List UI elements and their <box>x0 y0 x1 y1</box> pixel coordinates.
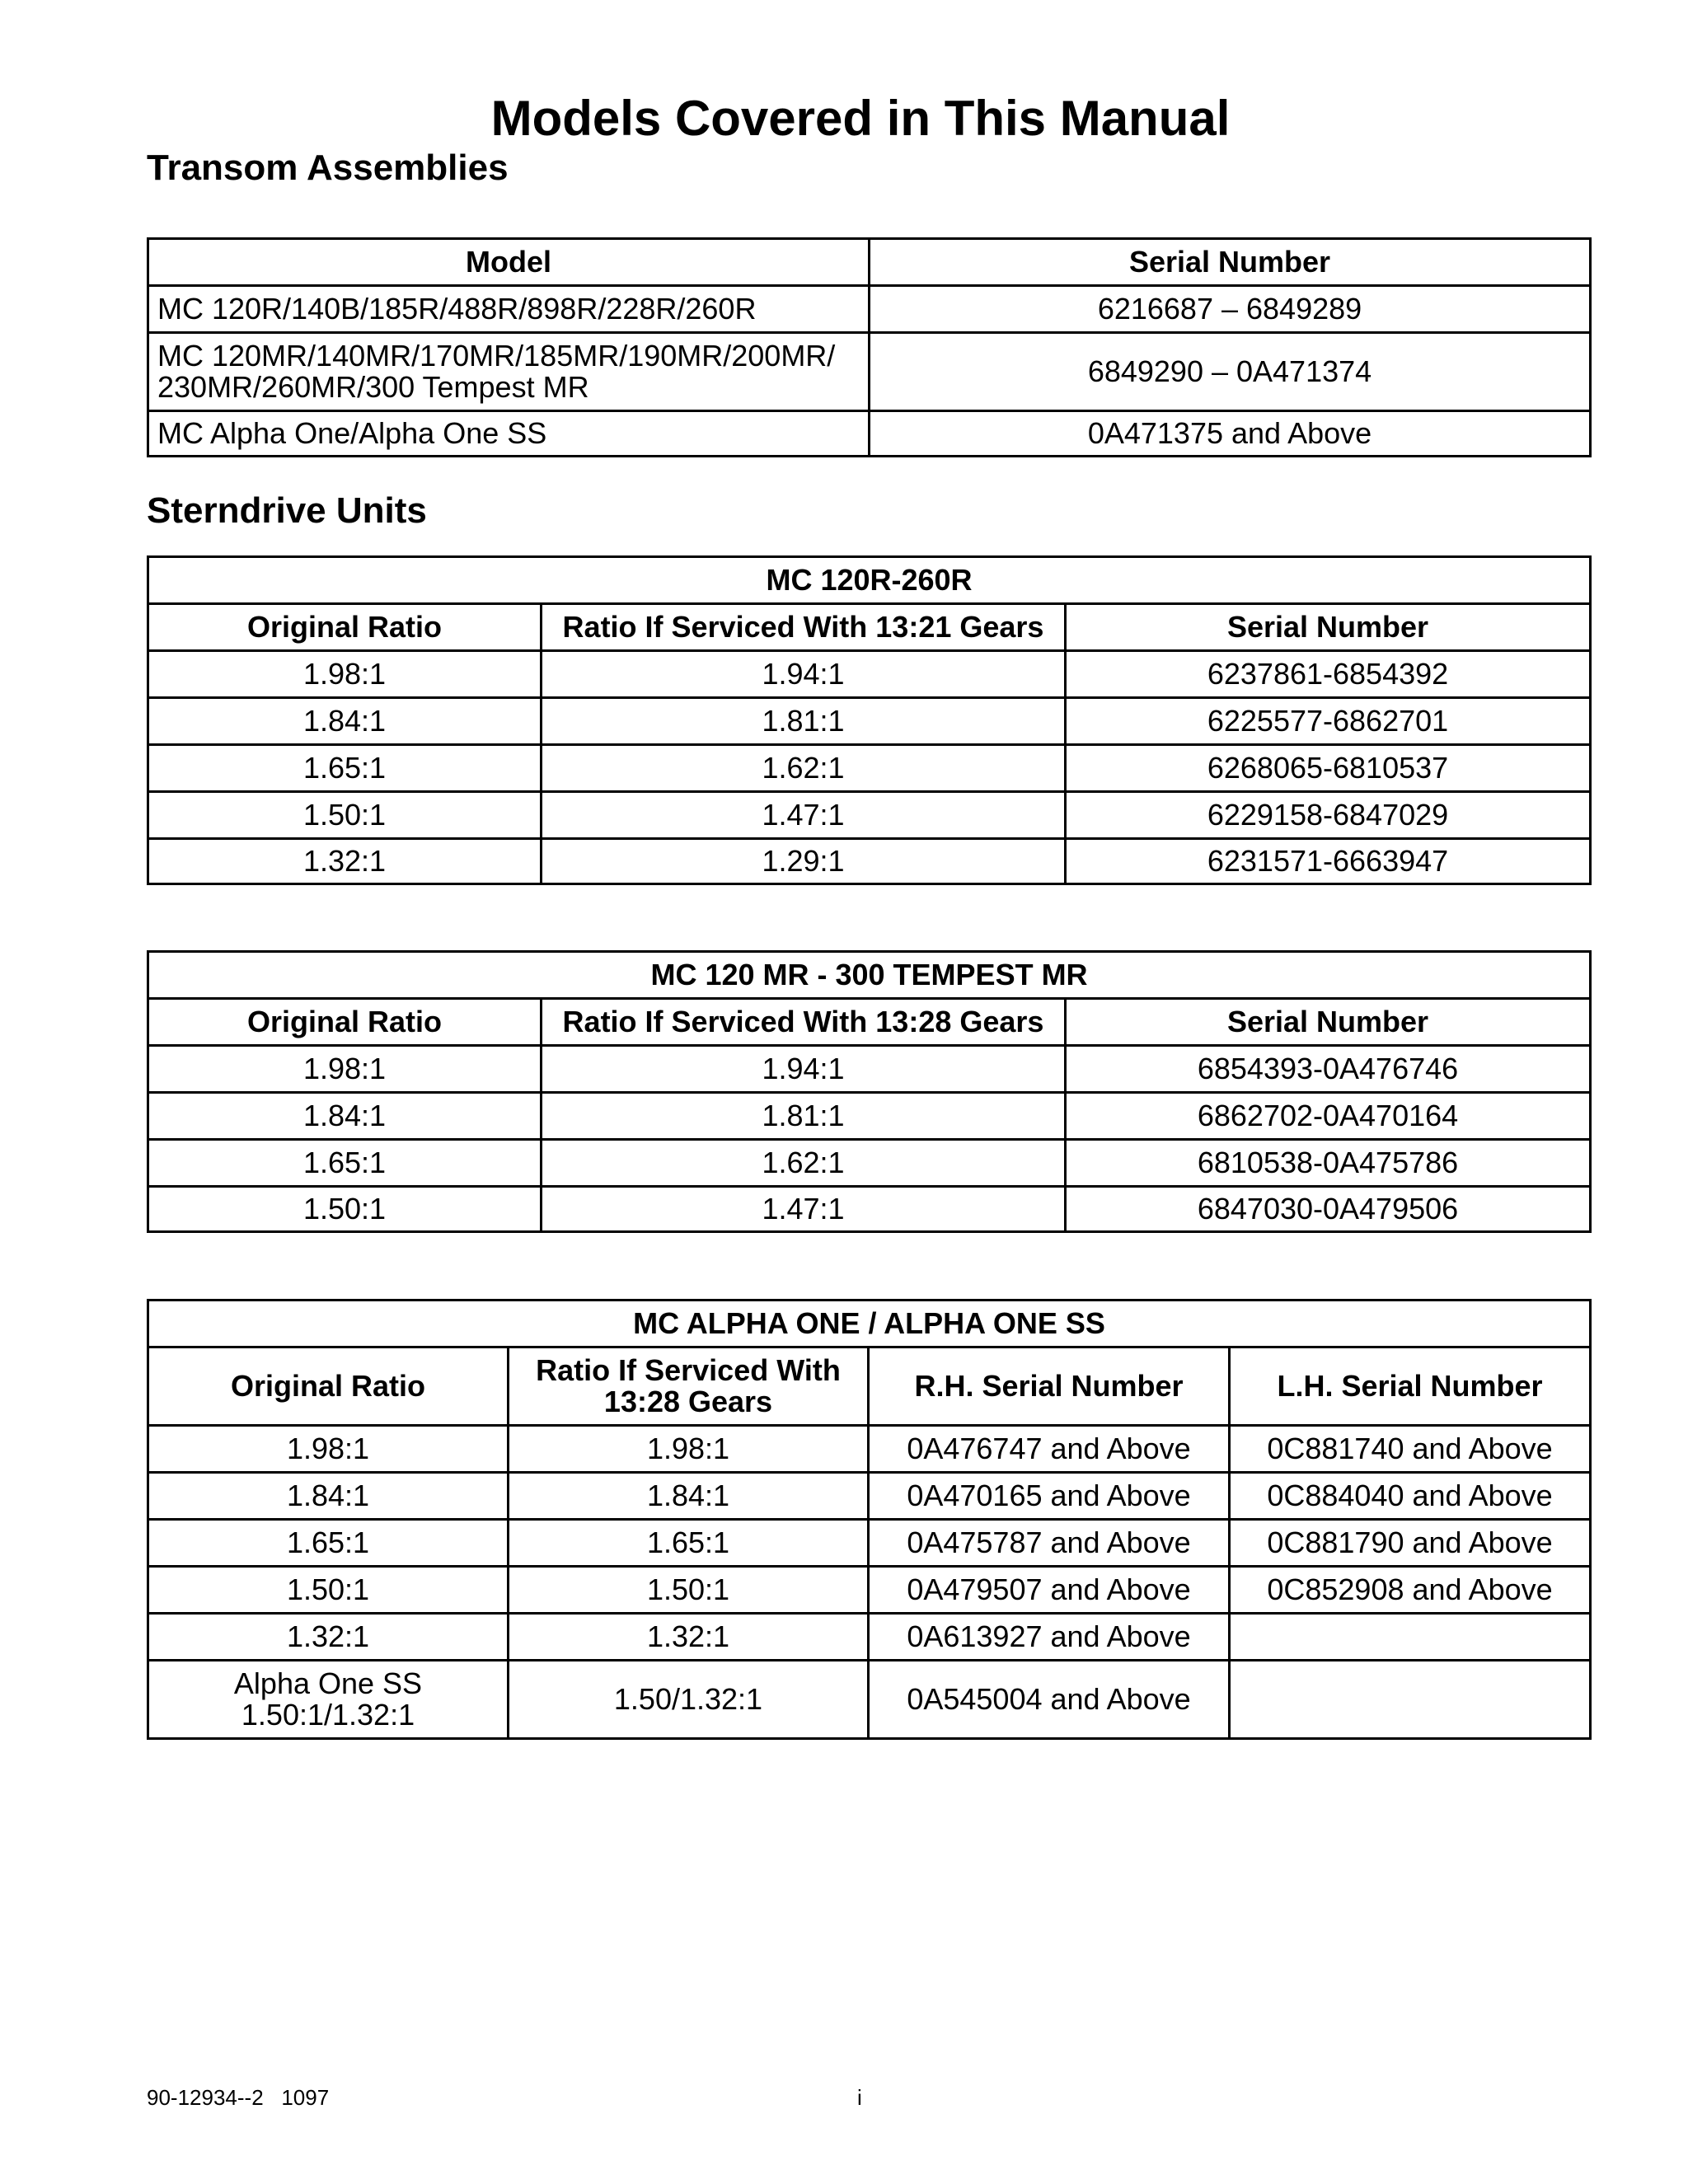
table-cell: 1.98:1 <box>148 651 542 698</box>
table-header-row <box>148 1347 1591 1426</box>
table-cell: 0A545004 and Above <box>869 1661 1230 1739</box>
table-row <box>148 286 1591 333</box>
table-cell: 1.47:1 <box>542 792 1066 839</box>
column-header: Serial Number <box>1066 999 1591 1046</box>
column-header: Ratio If Serviced With 13:28 Gears <box>509 1347 869 1426</box>
table-cell: 6854393-0A476746 <box>1066 1046 1591 1093</box>
table-cell: 0A476747 and Above <box>869 1426 1230 1473</box>
section-heading-sterndrive: Sterndrive Units <box>147 490 427 531</box>
footer-doc-number: 90-12934--2 1097 <box>147 2085 330 2110</box>
model-cell: MC 120R/140B/185R/488R/898R/228R/260R <box>148 286 870 333</box>
model-cell: MC Alpha One/Alpha One SS <box>148 411 870 457</box>
table-cell: 6862702-0A470164 <box>1066 1093 1591 1140</box>
column-header: Original Ratio <box>148 1347 509 1426</box>
serial-cell: 6849290 – 0A471374 <box>870 333 1591 411</box>
table-cell: 1.81:1 <box>542 1093 1066 1140</box>
column-header: Serial Number <box>870 239 1591 286</box>
table-cell: 1.98:1 <box>148 1046 542 1093</box>
table-cell <box>1230 1614 1591 1661</box>
table-cell: 1.50/1.32:1 <box>509 1661 869 1739</box>
table-cell: Alpha One SS 1.50:1/1.32:1 <box>148 1661 509 1739</box>
table-row <box>148 1140 1591 1187</box>
serial-cell: 0A471375 and Above <box>870 411 1591 457</box>
table-cell: 1.62:1 <box>542 1140 1066 1187</box>
table-cell: 6229158-6847029 <box>1066 792 1591 839</box>
table-cell: 0C884040 and Above <box>1230 1473 1591 1520</box>
table-caption: MC 120 MR - 300 TEMPEST MR <box>148 952 1591 999</box>
table-row <box>148 1520 1591 1567</box>
table-cell: 6847030-0A479506 <box>1066 1187 1591 1232</box>
table-cell: 1.32:1 <box>148 1614 509 1661</box>
table-header-row <box>148 604 1591 651</box>
table-cell: 1.65:1 <box>148 745 542 792</box>
table-cell: 6231571-6663947 <box>1066 839 1591 884</box>
table-cell: 1.65:1 <box>148 1520 509 1567</box>
column-header: Original Ratio <box>148 604 542 651</box>
table-cell: 0C881740 and Above <box>1230 1426 1591 1473</box>
table-cell: 0C881790 and Above <box>1230 1520 1591 1567</box>
table-caption: MC 120R-260R <box>148 557 1591 604</box>
section-heading-transom: Transom Assemblies <box>147 148 509 188</box>
table-row <box>148 745 1591 792</box>
table-cell: 6810538-0A475786 <box>1066 1140 1591 1187</box>
table-caption-row <box>148 1301 1591 1347</box>
table-cell: 1.62:1 <box>542 745 1066 792</box>
table-cell: 1.98:1 <box>148 1426 509 1473</box>
table-cell: 1.94:1 <box>542 651 1066 698</box>
table-row <box>148 1661 1591 1739</box>
table-caption: MC ALPHA ONE / ALPHA ONE SS <box>148 1301 1591 1347</box>
table-row <box>148 1046 1591 1093</box>
serial-cell: 6216687 – 6849289 <box>870 286 1591 333</box>
table-cell: 1.81:1 <box>542 698 1066 745</box>
table-cell: 1.84:1 <box>148 1093 542 1140</box>
table-cell: 1.50:1 <box>148 1567 509 1614</box>
table-cell: 6237861-6854392 <box>1066 651 1591 698</box>
column-header: Ratio If Serviced With 13:28 Gears <box>542 999 1066 1046</box>
table-row <box>148 1473 1591 1520</box>
footer-page-number: i <box>857 2085 862 2110</box>
table-cell: 6225577-6862701 <box>1066 698 1591 745</box>
sterndrive-table-120mr-300mr <box>147 950 1592 1233</box>
table-row <box>148 698 1591 745</box>
table-cell: 1.47:1 <box>542 1187 1066 1232</box>
table-header-row <box>148 239 1591 286</box>
table-caption-row <box>148 952 1591 999</box>
table-row <box>148 1187 1591 1232</box>
table-cell: 1.50:1 <box>509 1567 869 1614</box>
sterndrive-table-120r-260r <box>147 555 1592 885</box>
table-row <box>148 839 1591 884</box>
table-cell: 0A479507 and Above <box>869 1567 1230 1614</box>
table-row <box>148 1426 1591 1473</box>
table-cell: 1.32:1 <box>148 839 542 884</box>
table-cell: 6268065-6810537 <box>1066 745 1591 792</box>
table-row <box>148 651 1591 698</box>
table-cell: 1.84:1 <box>509 1473 869 1520</box>
column-header: Serial Number <box>1066 604 1591 651</box>
table-row <box>148 792 1591 839</box>
table-cell: 0A613927 and Above <box>869 1614 1230 1661</box>
transom-table <box>147 237 1592 457</box>
table-header-row <box>148 999 1591 1046</box>
table-cell: 0C852908 and Above <box>1230 1567 1591 1614</box>
table-caption-row <box>148 557 1591 604</box>
table-row <box>148 333 1591 411</box>
table-row <box>148 1567 1591 1614</box>
table-cell: 1.94:1 <box>542 1046 1066 1093</box>
table-cell: 0A470165 and Above <box>869 1473 1230 1520</box>
table-cell: 1.29:1 <box>542 839 1066 884</box>
table-cell: 1.50:1 <box>148 792 542 839</box>
table-cell: 1.32:1 <box>509 1614 869 1661</box>
table-cell: 0A475787 and Above <box>869 1520 1230 1567</box>
column-header: Model <box>148 239 870 286</box>
table-cell <box>1230 1661 1591 1739</box>
column-header: Ratio If Serviced With 13:21 Gears <box>542 604 1066 651</box>
table-cell: 1.65:1 <box>509 1520 869 1567</box>
sterndrive-table-alpha-one <box>147 1299 1592 1740</box>
column-header: R.H. Serial Number <box>869 1347 1230 1426</box>
column-header: L.H. Serial Number <box>1230 1347 1591 1426</box>
table-cell: 1.98:1 <box>509 1426 869 1473</box>
table-cell: 1.65:1 <box>148 1140 542 1187</box>
table-cell: 1.84:1 <box>148 1473 509 1520</box>
table-cell: 1.50:1 <box>148 1187 542 1232</box>
table-row <box>148 1614 1591 1661</box>
table-row <box>148 411 1591 457</box>
table-row <box>148 1093 1591 1140</box>
table-cell: 1.84:1 <box>148 698 542 745</box>
page-title: Models Covered in This Manual <box>490 91 1231 146</box>
column-header: Original Ratio <box>148 999 542 1046</box>
model-cell: MC 120MR/140MR/170MR/185MR/190MR/200MR/ 230MR/260MR/300 Tempest MR <box>148 333 870 411</box>
